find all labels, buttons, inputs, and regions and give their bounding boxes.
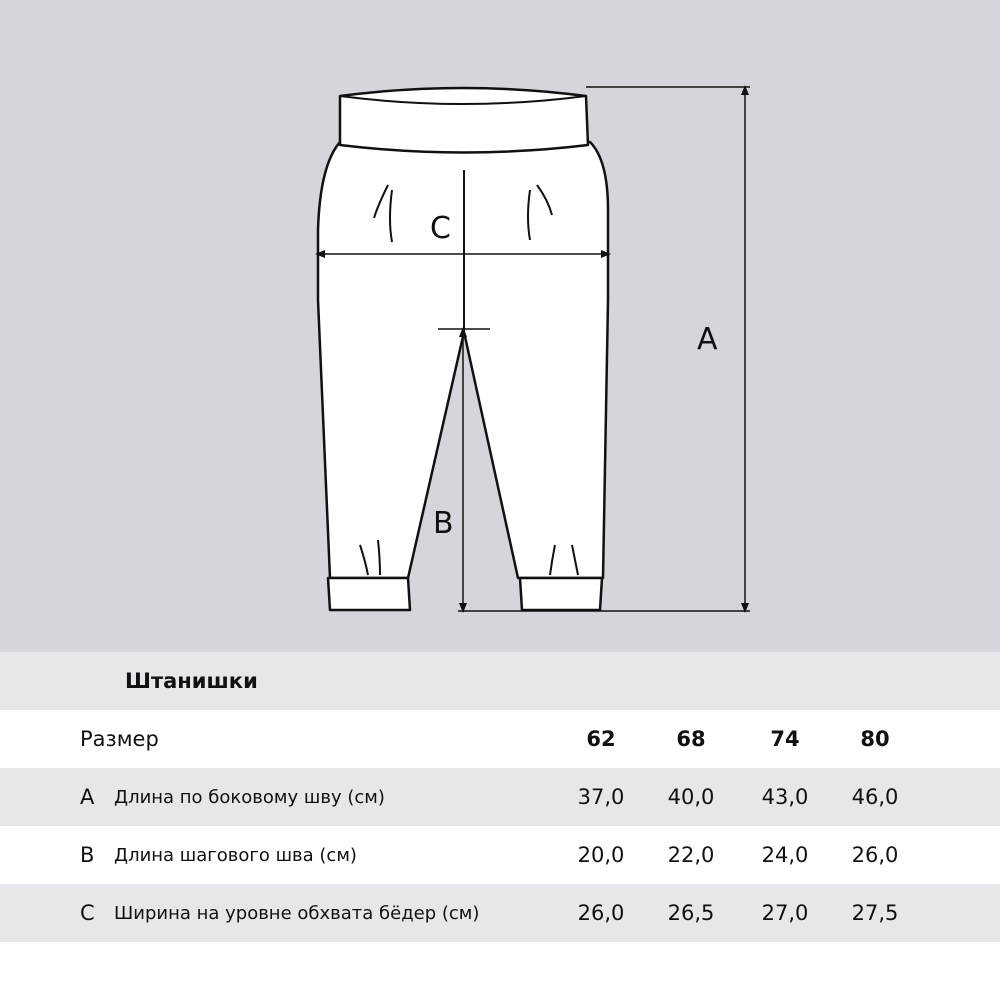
row-value: 46,0 <box>851 785 899 809</box>
row-value: 22,0 <box>667 843 715 867</box>
row-value: 27,0 <box>761 901 809 925</box>
label-a: A <box>697 322 718 357</box>
table-title: Штанишки <box>125 669 258 693</box>
size-80: 80 <box>860 727 890 751</box>
label-c: C <box>430 211 451 246</box>
table-row <box>0 768 1000 826</box>
size-62: 62 <box>586 727 616 751</box>
row-description: Длина шагового шва (см) <box>114 844 357 866</box>
table-header-row <box>0 710 1000 768</box>
row-letter: A <box>80 785 95 809</box>
row-letter: C <box>80 901 95 925</box>
row-value: 26,0 <box>851 843 899 867</box>
row-value: 27,5 <box>851 901 899 925</box>
row-value: 37,0 <box>577 785 625 809</box>
row-value: 40,0 <box>667 785 715 809</box>
row-value: 26,0 <box>577 901 625 925</box>
table-row <box>0 826 1000 884</box>
size-68: 68 <box>676 727 706 751</box>
size-74: 74 <box>770 727 800 751</box>
row-value: 26,5 <box>667 901 715 925</box>
row-value: 20,0 <box>577 843 625 867</box>
table-title-row <box>0 652 1000 710</box>
row-value: 43,0 <box>761 785 809 809</box>
row-letter: B <box>80 843 95 867</box>
table-row <box>0 884 1000 942</box>
row-description: Длина по боковому шву (см) <box>114 786 385 808</box>
row-description: Ширина на уровне обхвата бёдер (см) <box>114 902 480 924</box>
size-label: Размер <box>80 727 159 751</box>
row-value: 24,0 <box>761 843 809 867</box>
label-b: B <box>433 506 454 541</box>
